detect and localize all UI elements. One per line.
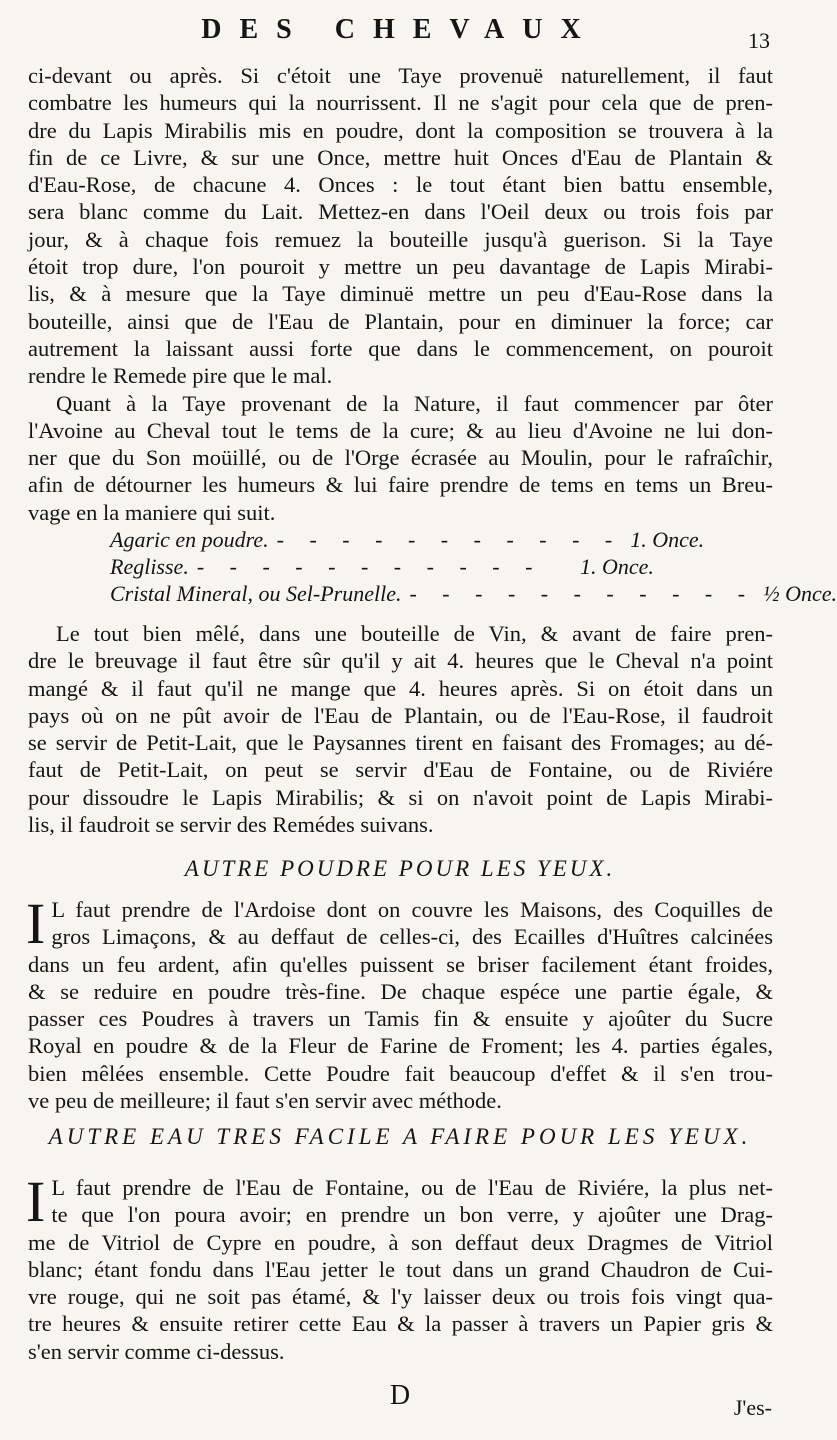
text-line: pour dissoudre le Lapis Mirabilis; & si on n'avoit point de Lapis Mirabi- bbox=[28, 784, 773, 810]
paragraph-1 bbox=[28, 62, 773, 526]
ingredient-qty: ½ Once. bbox=[763, 581, 837, 606]
text-line: tre heures & ensuite retirer cette Eau & la passer à travers un Papier gris & bbox=[28, 1311, 773, 1337]
text-line: me de Vitriol de Cypre en poudre, à son deffaut deux Dragmes de Vitriol bbox=[28, 1229, 773, 1255]
text-line: lis, & à mesure que la Taye diminuë mettre un peu d'Eau-Rose dans la bbox=[28, 281, 773, 307]
text-line: & se reduire en poudre très-fine. De chaque espéce une partie égale, & bbox=[28, 978, 773, 1004]
text-line: vage en la maniere qui suit. bbox=[28, 499, 276, 525]
text-line: Royal en poudre & de la Fleur de Farine de Froment; les 4. parties égales, bbox=[28, 1033, 773, 1059]
page-header bbox=[0, 14, 800, 54]
ingredient-qty: 1. Once. bbox=[580, 554, 654, 579]
section-heading: AUTRE POUDRE POUR LES YEUX. bbox=[184, 856, 616, 881]
text-line: lis, il faudroit se servir des Remédes suivans. bbox=[28, 812, 434, 838]
text-line: gros Limaçons, & au deffaut de celles-ci, des Ecailles d'Huîtres calcinées bbox=[51, 924, 773, 950]
text-line: L faut prendre de l'Ardoise dont on couvre les Maisons, des Coquilles de bbox=[51, 897, 773, 922]
drop-cap: I bbox=[26, 891, 46, 956]
ingredient-row bbox=[110, 526, 705, 553]
text-line: se servir de Petit-Lait, que le Paysannes tirent en faisant des Fromages; au dé- bbox=[28, 730, 773, 756]
running-title: DES CHEVAUX bbox=[201, 14, 599, 45]
text-line: ci-devant ou après. Si c'étoit une Taye provenuë naturellement, il faut bbox=[28, 63, 773, 88]
text-line: bien mêlées ensemble. Cette Poudre fait beaucoup d'effet & il s'en trou- bbox=[28, 1060, 773, 1086]
text-line: L faut prendre de l'Eau de Fontaine, ou de l'Eau de Riviére, la plus net- bbox=[51, 1175, 773, 1200]
leader-dots: - - - - - - - - - - - bbox=[196, 554, 543, 579]
text-line: fin de ce Livre, & sur une Once, mettre huit Onces d'Eau de Plantain & bbox=[28, 144, 773, 170]
text-line: jour, & à chaque fois remuez la bouteille jusqu'à guerison. Si la Taye bbox=[28, 226, 773, 252]
text-line: rendre le Remede pire que le mal. bbox=[28, 363, 333, 389]
text-line: vre rouge, qui ne soit pas étamé, & l'y laisser deux ou trois fois vingt qua- bbox=[28, 1284, 773, 1310]
ingredient-name: Reglisse. bbox=[110, 554, 189, 579]
leader-dots: - - - - - - - - - - - bbox=[276, 527, 623, 552]
ingredient-row bbox=[110, 580, 837, 607]
leader-dots: - - - - - - - - - - - bbox=[409, 581, 756, 606]
ingredient-row bbox=[110, 553, 690, 580]
text-line: pays où on ne pût avoir de l'Eau de Plantain, ou de l'Eau-Rose, il faudroit bbox=[28, 702, 773, 728]
text-line: Quant à la Taye provenant de la Nature, il faut commencer par ôter bbox=[56, 390, 773, 416]
drop-cap: I bbox=[26, 1169, 46, 1234]
page-number: 13 bbox=[748, 28, 770, 53]
text-line: l'Avoine au Cheval tout le tems de la cure; & au lieu d'Avoine ne lui don- bbox=[28, 417, 773, 443]
text-line: faut de Petit-Lait, on peut se servir d'Eau de Fontaine, ou de Riviére bbox=[28, 757, 773, 783]
text-line: étoit trop dure, l'on pouroit y mettre un peu davantage de Lapis Mirabi- bbox=[28, 254, 773, 280]
text-line: autrement la laissant aussi forte que dans le commencement, on pouroit bbox=[28, 335, 773, 361]
paragraph-4 bbox=[26, 891, 773, 1114]
text-line: Le tout bien mêlé, dans une bouteille de Vin, & avant de faire pren- bbox=[56, 621, 773, 646]
text-line: bouteille, ainsi que de l'Eau de Plantain, pour en diminuer la force; car bbox=[28, 308, 773, 334]
text-line: passer ces Poudres à travers un Tamis fin & ensuite y ajoûter du Sucre bbox=[28, 1006, 773, 1032]
text-line: blanc; étant fondu dans l'Eau jetter le tout dans un grand Chaudron de Cui- bbox=[28, 1256, 773, 1282]
text-line: te que l'on poura avoir; en prendre un bon verre, y ajoûter une Drag- bbox=[51, 1202, 773, 1228]
text-line: mangé & il faut qu'il ne mange que 4. heures après. Si on étoit dans un bbox=[28, 675, 773, 701]
text-line: s'en servir comme ci-dessus. bbox=[28, 1338, 285, 1364]
text-line: combatre les humeurs qui la nourrissent. Il ne s'agit pour cela que de pren- bbox=[28, 90, 773, 116]
text-line: dans un feu ardent, afin qu'elles puissent se briser facilement étant froides, bbox=[28, 951, 773, 977]
text-line: ner que du Son moüillé, ou de l'Orge écrasée au Moulin, pour le rafraîchir, bbox=[28, 445, 773, 471]
ingredient-qty: 1. Once. bbox=[630, 527, 705, 552]
ingredient-name: Agaric en poudre. bbox=[110, 527, 269, 552]
catchword: J'es- bbox=[733, 1395, 772, 1420]
ingredient-list bbox=[110, 526, 837, 607]
text-line: afin de détourner les humeurs & lui faire prendre de tems en tems un Breu- bbox=[28, 472, 773, 498]
ingredient-name: Cristal Mineral, ou Sel-Prunelle. bbox=[110, 581, 402, 606]
paragraph-5 bbox=[26, 1169, 773, 1365]
signature-mark: D bbox=[389, 1380, 411, 1411]
paragraph-3 bbox=[28, 620, 773, 838]
text-line: d'Eau-Rose, de chacune 4. Onces : le tout étant bien battu ensemble, bbox=[28, 172, 773, 198]
text-line: dre le breuvage il faut être sûr qu'il y ait 4. heures que le Cheval n'a point bbox=[28, 648, 773, 674]
text-line: dre du Lapis Mirabilis mis en poudre, dont la composition se trouvera à la bbox=[28, 117, 773, 143]
section-heading: AUTRE EAU TRES FACILE A FAIRE POUR LES YEUX. bbox=[48, 1124, 752, 1149]
text-line: sera blanc comme du Lait. Mettez-en dans l'Oeil deux ou trois fois par bbox=[28, 199, 773, 225]
text-line: ve peu de meilleure; il faut s'en servir avec méthode. bbox=[28, 1088, 502, 1114]
